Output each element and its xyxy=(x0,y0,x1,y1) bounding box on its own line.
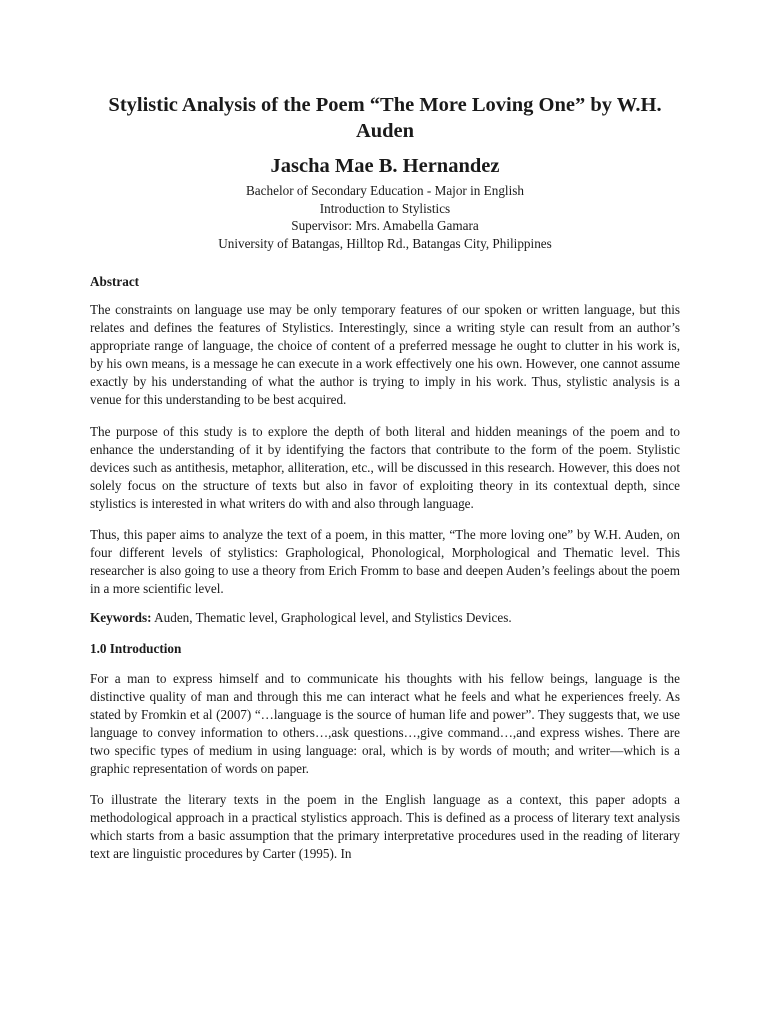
intro-paragraph-1: For a man to express himself and to communicate his thoughts with his fellow beings, language is the distinctive quality of man and through this me can interact what he feels and what he experiences freely. As stated by Fromkin et al (2007) “…language is the source of human life and power”. They suggests that, we use language to convey information to others…,ask questions…,give command…,and express wishes. There are two specific types of medium in using language: oral, which is by words of mouth; and writer—which is a graphic representation of words on paper. xyxy=(90,670,680,776)
keywords-label: Keywords: xyxy=(90,610,152,626)
keywords-line xyxy=(90,609,680,627)
abstract-paragraph-1: The constraints on language use may be only temporary features of our spoken or written language, but this relates and defines the features of Stylistics. Interestingly, since a writing style can result from an author’s appropriate range of language, the choice of content of a preferred message he ought to clutter in his work is, by his own means, is a message he can execute in a work effectively one his own. However, one cannot assume exactly by his understanding of what the author is trying to imply in his work. Thus, stylistic analysis is a venue for this understanding to be best acquired. xyxy=(90,302,680,408)
paper-title: Stylistic Analysis of the Poem “The More Loving One” by W.H. Auden xyxy=(108,94,662,142)
abstract-paragraph-3: Thus, this paper aims to analyze the text of a poem, in this matter, “The more loving one” by W.H. Auden, on four different levels of stylistics: Graphological, Phonological, Morphological and Thematic level. This researcher is also going to use a theory from Erich Fromm to base and deepen Auden’s feelings about the poem in a more scientific level. xyxy=(90,527,680,597)
affiliation-degree: Bachelor of Secondary Education - Major in English xyxy=(246,183,524,198)
intro-heading: 1.0 Introduction xyxy=(90,640,182,656)
document-page xyxy=(90,92,680,863)
affiliation-course: Introduction to Stylistics xyxy=(319,200,451,216)
abstract-heading: Abstract xyxy=(90,274,140,289)
affiliation-university: University of Batangas, Hilltop Rd., Batangas City, Philippines xyxy=(218,235,552,251)
author-name: Jascha Mae B. Hernandez xyxy=(270,155,500,177)
abstract-paragraph-2: The purpose of this study is to explore the depth of both literal and hidden meanings of the poem and to enhance the understanding of it by identifying the factors that contribute to the form of the poem. Stylistic devices such as antithesis, metaphor, alliteration, etc., will be discussed in this research. However, this does not solely focus on the structure of texts but also in favor of exploiting theory in its contextual depth, since stylistics is interested in what writers do with and also through language. xyxy=(90,423,680,511)
affiliation-supervisor: Supervisor: Mrs. Amabella Gamara xyxy=(291,218,479,233)
intro-paragraph-2: To illustrate the literary texts in the poem in the English language as a context, this paper adopts a methodological approach in a practical stylistics approach. This is defined as a process of literary text analysis which starts from a basic assumption that the primary interpretative procedures used in the reading of literary text are linguistic procedures by Carter (1995). In xyxy=(90,792,680,862)
keywords-text: Auden, Thematic level, Graphological level, and Stylistics Devices. xyxy=(151,610,512,626)
